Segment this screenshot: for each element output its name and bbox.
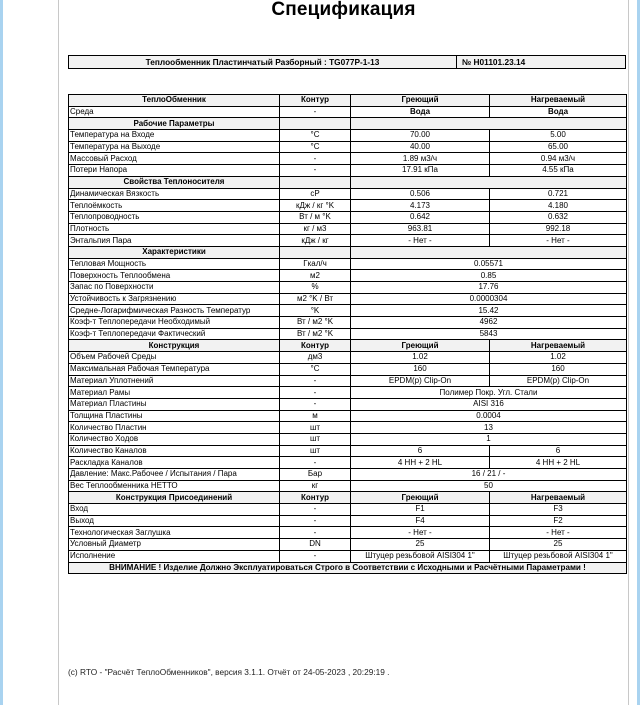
parameter-label: Максимальная Рабочая Температура [69,363,280,375]
table-row [69,270,627,282]
section-construction [69,340,627,352]
table-row [69,153,627,165]
hot-value: F4 [351,515,490,527]
table-row [69,317,627,329]
medium-row [69,106,627,118]
empty-cell [280,118,351,130]
section-characteristics [69,246,627,258]
parameter-label: Раскладка Каналов [69,457,280,469]
empty-cell [280,246,351,258]
unit-cell: кДж / кг °K [280,200,351,212]
cold-value: 4.180 [490,200,627,212]
hot-value: - Нет - [351,527,490,539]
column-header-cold: Нагреваемый [490,95,627,107]
hot-value: F1 [351,504,490,516]
parameter-label: Коэф-т Теплопередачи Фактический [69,328,280,340]
section-work-parameters [69,118,627,130]
report-footer: (c) RTO - "Расчёт ТеплоОбменников", версия 3.1.1. Отчёт от 24-05-2023 , 20:29:19 . [68,667,390,677]
table-row [69,398,627,410]
column-header-cold: Нагреваемый [490,492,627,504]
product-name: Теплообменник Пластинчатый Разборный : TG077P-1-13 [69,56,457,68]
unit-cell: - [280,387,351,399]
cold-value: 4.55 кПа [490,165,627,177]
table-row [69,363,627,375]
product-reference-bar [68,55,626,69]
parameter-label: Потери Напора [69,165,280,177]
unit-cell: - [280,106,351,118]
table-row [69,165,627,177]
parameter-label: Вход [69,504,280,516]
table-row [69,130,627,142]
cold-value: 0.721 [490,188,627,200]
cold-value: Вода [490,106,627,118]
hot-value: 6 [351,445,490,457]
table-row [69,305,627,317]
merged-value: 4962 [351,317,627,329]
specification-table-body [69,95,627,574]
unit-cell: - [280,527,351,539]
table-row [69,282,627,294]
cold-value: - Нет - [490,527,627,539]
parameter-label: Плотность [69,223,280,235]
parameter-label: Материал Рамы [69,387,280,399]
empty-cell [280,176,351,188]
table-row [69,328,627,340]
parameter-label: Давление: Макс.Рабочее / Испытания / Пара [69,469,280,481]
unit-cell: Гкал/ч [280,258,351,270]
empty-cell [351,176,627,188]
hot-value: Вода [351,106,490,118]
parameter-label: Температура на Выходе [69,141,280,153]
table-row [69,504,627,516]
table-row [69,235,627,247]
parameter-label: Коэф-т Теплопередачи Необходимый [69,317,280,329]
empty-cell [351,246,627,258]
document-page [58,0,629,705]
hot-value: 963.81 [351,223,490,235]
merged-value: 5843 [351,328,627,340]
unit-cell: шт [280,433,351,445]
cold-value: 992.18 [490,223,627,235]
hot-value: - Нет - [351,235,490,247]
unit-cell: м2 [280,270,351,282]
merged-value: 0.05571 [351,258,627,270]
cold-value: 160 [490,363,627,375]
table-row [69,387,627,399]
hot-value: 17.91 кПа [351,165,490,177]
unit-cell: кДж / кг [280,235,351,247]
column-header-parameter: Конструкция [69,340,280,352]
column-header-cold: Нагреваемый [490,340,627,352]
merged-value: 15.42 [351,305,627,317]
hot-value: 0.642 [351,211,490,223]
unit-cell: - [280,515,351,527]
hot-value: 4 HH + 2 HL [351,457,490,469]
parameter-label: Материал Уплотнений [69,375,280,387]
table-row [69,422,627,434]
column-header-contour: Контур [280,340,351,352]
unit-cell: - [280,504,351,516]
parameter-label: Устойчивость к Загрязнению [69,293,280,305]
warning-message: ВНИМАНИЕ ! Изделие Должно Эксплуатироваться Строго в Соответствии с Исходными и Расчётными Параметрами ! [69,562,627,574]
parameter-label: Теплопроводность [69,211,280,223]
section-title: Рабочие Параметры [69,118,280,130]
warning-row [69,562,627,574]
table-row [69,445,627,457]
unit-cell: шт [280,422,351,434]
hot-value: 40.00 [351,141,490,153]
unit-cell: - [280,457,351,469]
parameter-label: Исполнение [69,550,280,562]
table-row [69,410,627,422]
parameter-label: Материал Пластины [69,398,280,410]
unit-cell: кг / м3 [280,223,351,235]
cold-value: 1.02 [490,352,627,364]
hot-value: 1.02 [351,352,490,364]
table-row [69,293,627,305]
table-row [69,515,627,527]
table-row [69,223,627,235]
column-header-hot: Греющий [351,340,490,352]
parameter-label: Запас по Поверхности [69,282,280,294]
hot-value: 160 [351,363,490,375]
unit-cell: дм3 [280,352,351,364]
parameter-label: Условный Диаметр [69,539,280,551]
cold-value: 6 [490,445,627,457]
hot-value: 4.173 [351,200,490,212]
unit-cell: м [280,410,351,422]
merged-value: 0.0000304 [351,293,627,305]
column-header-hot: Греющий [351,492,490,504]
merged-value: 0.0004 [351,410,627,422]
section-title: Характеристики [69,246,280,258]
document-number: № H01101.23.14 [462,57,526,67]
unit-cell: °C [280,130,351,142]
column-header-contour: Контур [280,492,351,504]
cold-value: 4 HH + 2 HL [490,457,627,469]
cold-value: F3 [490,504,627,516]
cold-value: 0.94 м3/ч [490,153,627,165]
empty-cell [351,118,627,130]
page-title: Спецификация [271,0,416,20]
table-row [69,258,627,270]
table-row [69,433,627,445]
specification-table [68,94,627,574]
unit-cell: cP [280,188,351,200]
merged-value: 50 [351,480,627,492]
merged-value: 13 [351,422,627,434]
unit-cell: Бар [280,469,351,481]
table-row [69,188,627,200]
unit-cell: - [280,550,351,562]
unit-cell: °C [280,363,351,375]
unit-cell: шт [280,445,351,457]
column-header-parameter: Конструкция Присоединений [69,492,280,504]
column-header-contour: Контур [280,95,351,107]
table-row [69,375,627,387]
parameter-label: Тепловая Мощность [69,258,280,270]
section-title: Свойства Теплоносителя [69,176,280,188]
merged-value: Полимер Покр. Угл. Стали [351,387,627,399]
parameter-label: Вес Теплообменника НЕТТО [69,480,280,492]
unit-cell: - [280,153,351,165]
hot-value: 1.89 м3/ч [351,153,490,165]
unit-cell: кг [280,480,351,492]
cold-value: 0.632 [490,211,627,223]
hot-value: 70.00 [351,130,490,142]
table-row [69,480,627,492]
parameter-label: Количество Каналов [69,445,280,457]
unit-cell: - [280,375,351,387]
section-fluid-properties [69,176,627,188]
hot-value: EPDM(p) Clip-On [351,375,490,387]
parameter-label: Теплоёмкость [69,200,280,212]
cold-value: 5.00 [490,130,627,142]
cold-value: 65.00 [490,141,627,153]
cold-value: - Нет - [490,235,627,247]
table-row [69,200,627,212]
table-row [69,539,627,551]
cold-value: Штуцер резьбовой AISI304 1" [490,550,627,562]
unit-cell: Вт / м °K [280,211,351,223]
parameter-label: Динамическая Вязкость [69,188,280,200]
unit-cell: - [280,165,351,177]
unit-cell: °C [280,141,351,153]
cold-value: F2 [490,515,627,527]
hot-value: Штуцер резьбовой AISI304 1" [351,550,490,562]
cold-value: 25 [490,539,627,551]
unit-cell: м2 °K / Вт [280,293,351,305]
table-row [69,141,627,153]
parameter-label: Количество Ходов [69,433,280,445]
table-row [69,469,627,481]
parameter-label: Среда [69,106,280,118]
parameter-label: Температура на Входе [69,130,280,142]
unit-cell: °K [280,305,351,317]
column-header-hot: Греющий [351,95,490,107]
unit-cell: Вт / м2 °K [280,317,351,329]
unit-cell: % [280,282,351,294]
table-row [69,211,627,223]
cold-value: EPDM(p) Clip-On [490,375,627,387]
table-row [69,550,627,562]
table-row [69,457,627,469]
table-row [69,352,627,364]
table-header-row [69,95,627,107]
table-row [69,527,627,539]
merged-value: 16 / 21 / - [351,469,627,481]
parameter-label: Технологическая Заглушка [69,527,280,539]
parameter-label: Объем Рабочей Среды [69,352,280,364]
unit-cell: DN [280,539,351,551]
column-header-parameter: ТеплоОбменник [69,95,280,107]
parameter-label: Массовый Расход [69,153,280,165]
parameter-label: Толщина Пластины [69,410,280,422]
parameter-label: Средне-Логарифмическая Разность Температур [69,305,280,317]
unit-cell: Вт / м2 °K [280,328,351,340]
hot-value: 0.506 [351,188,490,200]
window-edge-left [0,0,3,705]
parameter-label: Энтальпия Пара [69,235,280,247]
parameter-label: Выход [69,515,280,527]
section-connections [69,492,627,504]
parameter-label: Количество Пластин [69,422,280,434]
hot-value: 25 [351,539,490,551]
merged-value: 0.85 [351,270,627,282]
merged-value: 1 [351,433,627,445]
parameter-label: Поверхность Теплообмена [69,270,280,282]
merged-value: AISI 316 [351,398,627,410]
merged-value: 17.76 [351,282,627,294]
unit-cell: - [280,398,351,410]
